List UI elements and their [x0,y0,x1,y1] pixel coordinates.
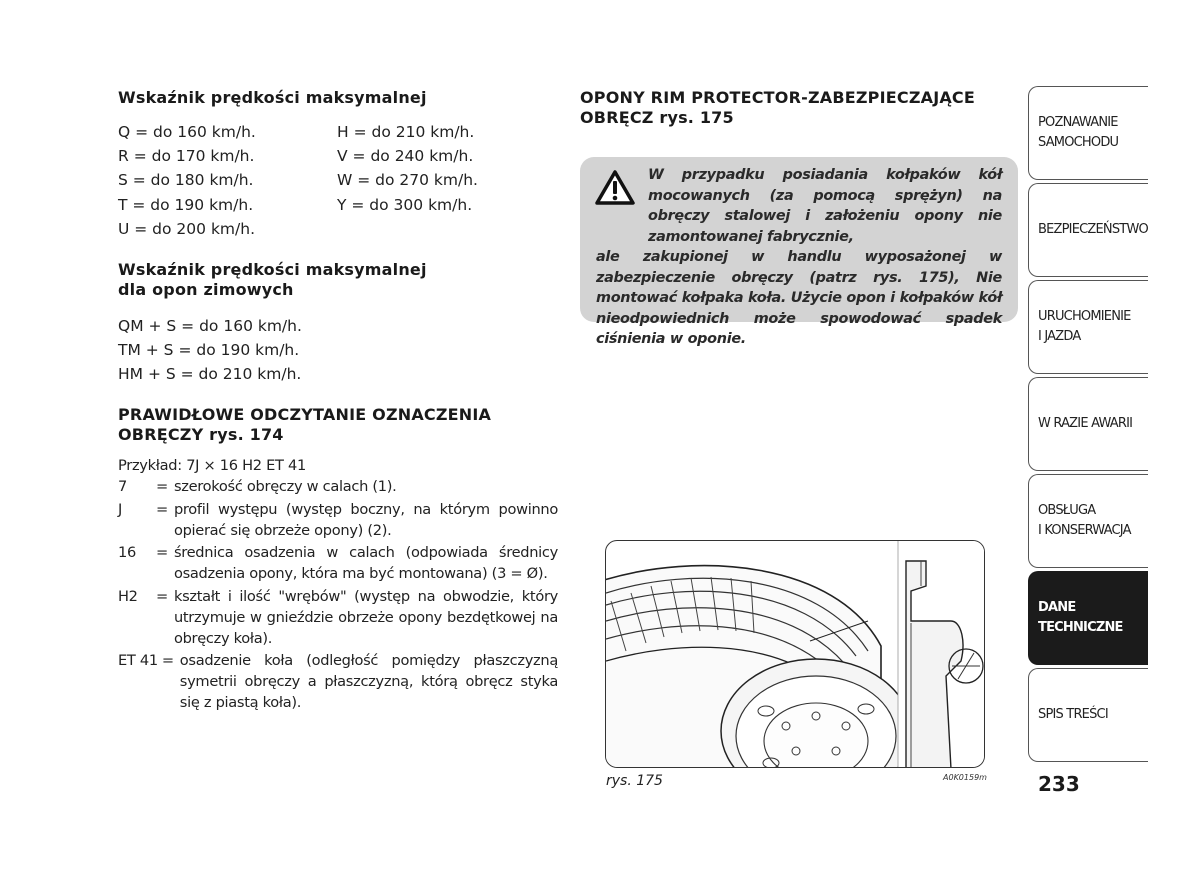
winter-heading-line2: dla opon zimowych [118,280,294,299]
definition-equals: = [161,652,174,669]
definition-key: H2 [118,587,138,605]
definition-key: 16 [118,544,136,561]
tab-label: POZNAWANIE SAMOCHODU [1038,115,1119,150]
figure-code: A0K0159m [943,773,987,782]
tab-dane-techniczne[interactable] [1028,571,1148,665]
speed-item: Q = do 160 km/h. [118,123,256,141]
definition-text: kształt i ilość "wrębów" (występ na obwodzie, który utrzymuje w gnieździe obrzeże opony bezdętkowej na obręczy koła). [173,587,558,647]
definition-text: osadzenie koła (odległość pomiędzy płaszczyzną symetrii obręczy a płaszczyzną, którą obręcz styka się z piastą koła). [179,652,558,711]
definition-text: średnica osadzenia w calach (odpowiada średnicy osadzenia opony, która ma być montowana) (3 = Ø). [173,544,558,582]
rim-protector-heading [580,88,975,128]
rim-definition-list [118,455,558,715]
winter-item: QM + S = do 160 km/h. [118,317,302,335]
tab-label: URUCHOMIENIE I JAZDA [1038,309,1131,344]
definition-text: profil występu (występ boczny, na którym powinno opierać się obrzeże opony) (2). [173,500,558,539]
speed-list-col2 [337,120,478,217]
definition-row [118,476,558,497]
speed-item: V = do 240 km/h. [337,147,474,166]
definition-text: szerokość obręczy w calach (1). [173,478,397,495]
rim-protector-heading-line2: OBRĘCZ rys. 175 [580,108,734,127]
speed-item: R = do 170 km/h. [118,147,255,166]
tab-label: OBSŁUGA I KONSERWACJA [1038,503,1131,538]
definition-row [118,542,558,584]
definition-equals: = [156,587,168,605]
definition-equals: = [156,544,168,561]
winter-speed-list [118,314,302,386]
tab-w-razie-awarii[interactable] [1028,377,1148,471]
tire-drawing [606,566,911,768]
rim-cross-section [898,541,985,768]
definition-key: 7 [118,478,127,495]
speed-item: H = do 210 km/h. [337,123,475,141]
tire-rim-illustration [606,541,985,768]
speed-item: S = do 180 km/h. [118,171,254,190]
definition-row [118,499,558,541]
definition-equals: = [156,500,168,518]
tab-uruchomienie-i-jazda[interactable] [1028,280,1148,374]
tab-label: W RAZIE AWARII [1038,416,1133,431]
rim-protector-figure [605,540,985,768]
definition-row [118,650,558,713]
tab-bezpieczenstwo[interactable] [1028,183,1148,277]
speed-item: Y = do 300 km/h. [337,195,473,214]
rim-heading-line2: OBRĘCZY rys. 174 [118,425,284,444]
tab-label: BEZPIECZEŃSTWO [1038,222,1148,237]
page-number: 233 [1038,772,1080,796]
warning-text-part2: ale zakupionej w handlu wyposażonej w zabezpieczenie obręczy (patrz rys. 175), Nie montować kołpaka koła. Użycie opon i kołpaków kół nieodpowiednich może spowodować spadek ciśnienia w oponie. [596,249,1002,347]
speed-item: W = do 270 km/h. [337,171,478,190]
tab-obsluga-i-konserwacja[interactable] [1028,474,1148,568]
warning-box [580,157,1018,347]
tab-label: SPIS TREŚCI [1038,707,1108,722]
definition-row [118,586,558,649]
speed-item: T = do 190 km/h. [118,195,254,214]
tab-label: DANE TECHNICZNE [1038,600,1123,635]
rim-heading [118,405,491,445]
warning-text-part1: W przypadku posiadania kołpaków kół mocowanych (za pomocą sprężyn) na obręczy stalowej i założeniu opony nie zamontowanej fabrycznie, [648,167,1002,245]
winter-heading [118,260,427,300]
speed-heading: Wskaźnik prędkości maksymalnej [118,88,427,107]
speed-item: U = do 200 km/h. [118,219,255,238]
winter-item: TM + S = do 190 km/h. [118,341,300,359]
winter-item: HM + S = do 210 km/h. [118,365,302,383]
speed-list-col1 [118,120,256,241]
warning-text [596,165,1002,350]
winter-heading-line1: Wskaźnik prędkości maksymalnej [118,260,427,279]
definition-key: ET 41 [118,652,158,669]
tab-spis-tresci[interactable] [1028,668,1148,762]
figure-caption: rys. 175 [606,773,663,789]
rim-heading-line1: PRAWIDŁOWE ODCZYTANIE OZNACZENIA [118,405,492,424]
tab-poznawanie-samochodu[interactable] [1028,86,1148,180]
definition-equals: = [156,478,168,495]
rim-protector-heading-line1: OPONY RIM PROTECTOR-ZABEZPIECZAJĄCE [580,88,976,107]
definition-key: J [118,500,123,518]
rim-example: Przykład: 7J × 16 H2 ET 41 [118,457,306,474]
